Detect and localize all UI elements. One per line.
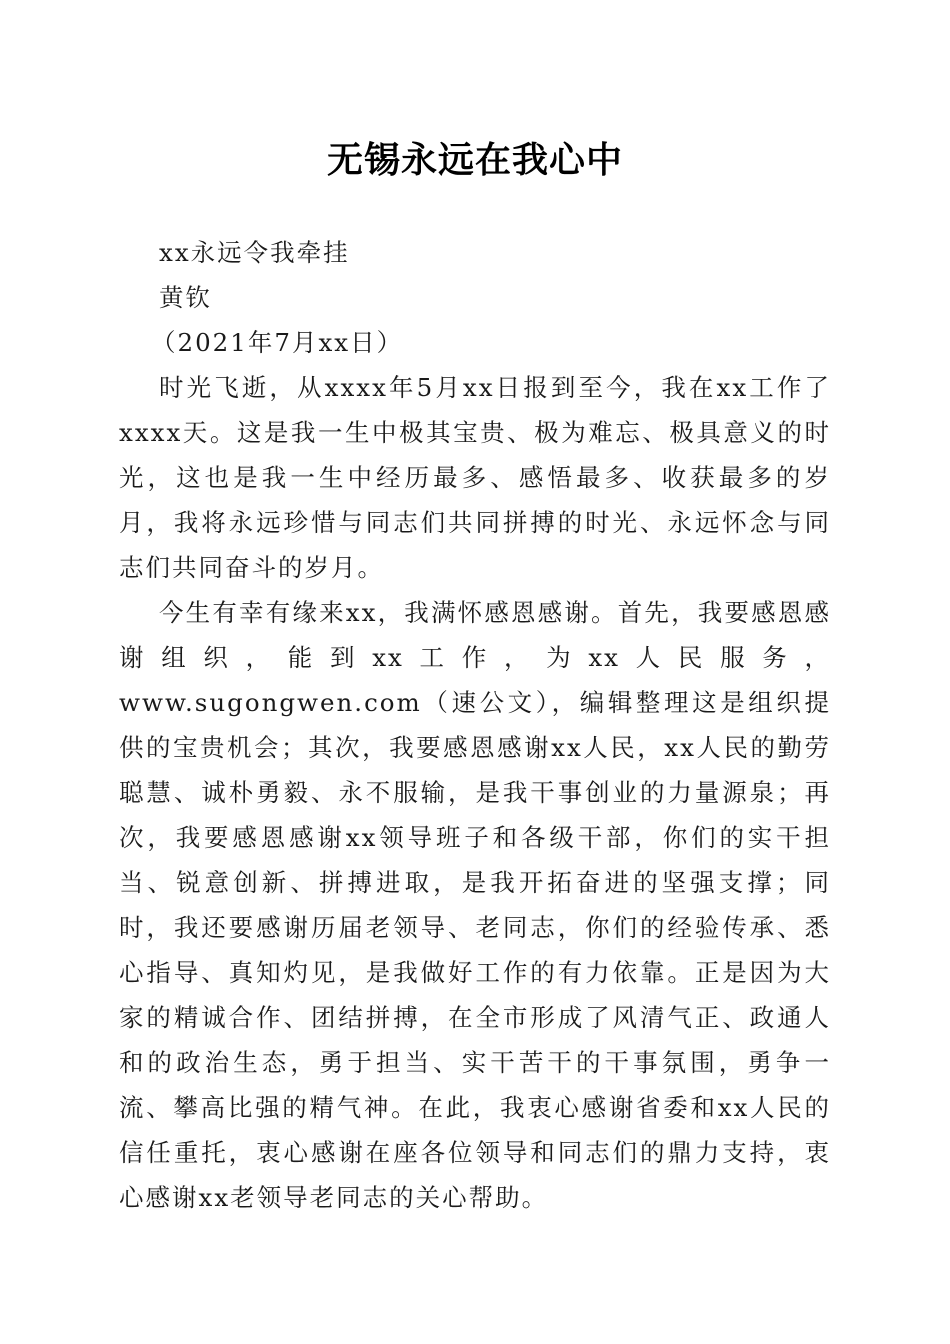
document-body xyxy=(119,230,831,1220)
paragraph: 时光飞逝，从xxxx年5月xx日报到至今，我在xx工作了xxxx天。这是我一生中极其宝贵、极为难忘、极具意义的时光，这也是我一生中经历最多、感悟最多、收获最多的岁月，我将永远珍惜与同志们共同拼搏的时光、永远怀念与同志们共同奋斗的岁月。 xyxy=(119,373,831,582)
subtitle-line: xx永远令我牵挂 xyxy=(159,238,350,267)
document-title: 无锡永远在我心中 xyxy=(326,139,623,181)
paragraph: 今生有幸有缘来xx，我满怀感恩感谢。首先，我要感恩感谢组织，能到xx工作，为xx人民服务，www.sugongwen.com（速公文），编辑整理这是组织提供的宝贵机会；其次，我要感恩感谢xx人民，xx人民的勤劳聪慧、诚朴勇毅、永不服输，是我干事创业的力量源泉；再次，我要感恩感谢xx领导班子和各级干部，你们的实干担当、锐意创新、拼搏进取，是我开拓奋进的坚强支撑；同时，我还要感谢历届老领导、老同志，你们的经验传承、悉心指导、真知灼见，是我做好工作的有力依靠。正是因为大家的精诚合作、团结拼搏，在全市形成了风清气正、政通人和的政治生态，勇于担当、实干苦干的干事氛围，勇争一流、攀高比强的精气神。在此，我衷心感谢省委和xx人民的信任重托，衷心感谢在座各位领导和同志们的鼎力支持，衷心感谢xx老领导老同志的关心帮助。 xyxy=(119,598,831,1212)
date-line: （2021年7月xx日） xyxy=(151,328,404,357)
author-line: 黄钦 xyxy=(159,283,212,312)
